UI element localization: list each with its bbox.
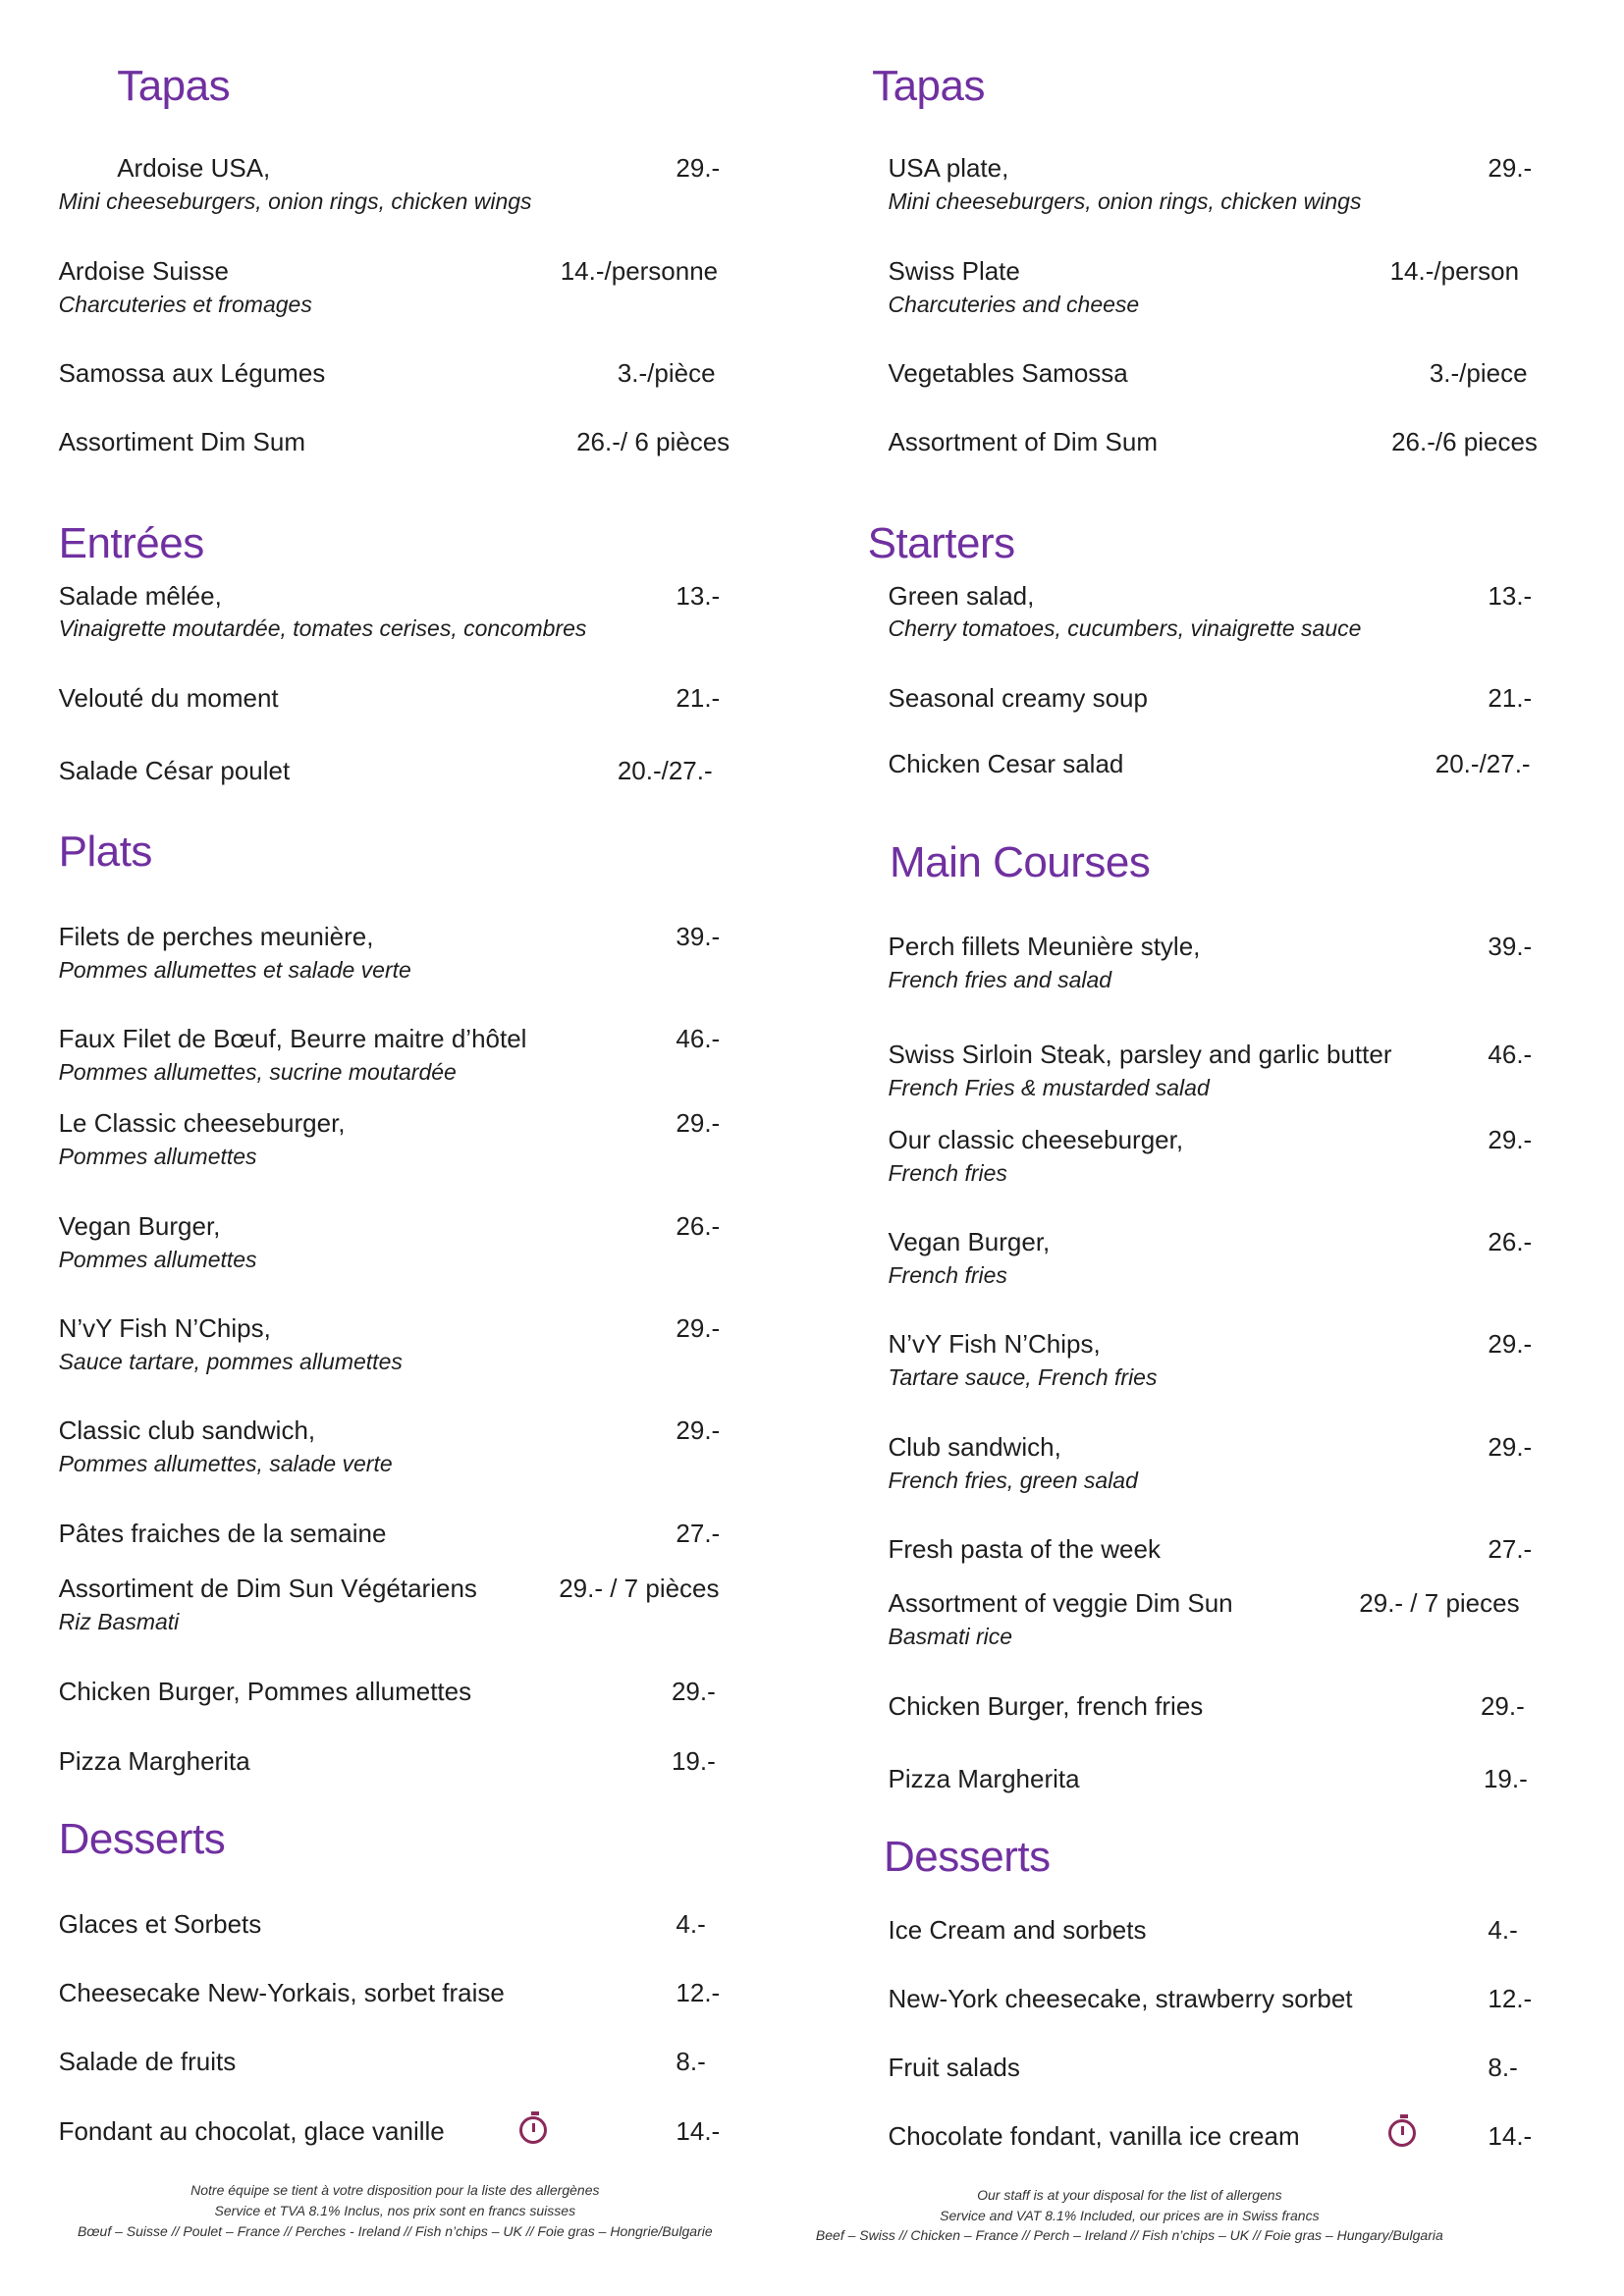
menu-item-description: French fries	[888, 1159, 1007, 1186]
menu-item-price: 29.-	[676, 1415, 721, 1446]
menu-item-name: Chocolate fondant, vanilla ice cream	[888, 2120, 1300, 2151]
section-title: Desserts	[884, 1833, 1051, 1882]
menu-item-price: 21.-	[1488, 682, 1533, 713]
menu-item-price: 29.-	[1488, 1431, 1533, 1462]
menu-item-description: Cherry tomatoes, cucumbers, vinaigrette sauce	[888, 615, 1362, 642]
menu-item-name: Cheesecake New-Yorkais, sorbet fraise	[58, 1977, 505, 2007]
menu-item-price: 14.-	[676, 2116, 721, 2147]
menu-item-description: Pommes allumettes	[58, 1246, 257, 1272]
menu-item-price: 26.-/6 pieces	[1391, 427, 1538, 457]
menu-item-name: USA plate,	[888, 153, 1009, 184]
footer-note: Notre équipe se tient à votre disposition pour la liste des allergènes	[190, 2182, 600, 2199]
menu-item-name: Seasonal creamy soup	[888, 682, 1148, 713]
menu-item-price: 39.-	[1488, 932, 1533, 962]
footer-note: Beef – Swiss // Chicken – France // Perch – Ireland // Fish n’chips – UK // Foie gras – Hungary/Bulgaria	[815, 2227, 1443, 2244]
menu-item-price: 27.-	[1488, 1534, 1533, 1565]
menu-item-price: 21.-	[676, 682, 721, 713]
menu-item-price: 4.-	[676, 1908, 706, 1939]
menu-item-name: Vegan Burger,	[888, 1227, 1051, 1257]
menu-item-price: 3.-/pièce	[617, 358, 716, 389]
menu-item-price: 13.-	[676, 580, 721, 611]
menu-item-price: 46.-	[1488, 1040, 1533, 1070]
timer-icon	[1388, 2119, 1416, 2147]
menu-item-description: Pommes allumettes, sucrine moutardée	[58, 1058, 457, 1085]
menu-item-description: Mini cheeseburgers, onion rings, chicken wings	[888, 188, 1362, 215]
menu-item-name: Our classic cheeseburger,	[888, 1124, 1184, 1154]
menu-item-name: Perch fillets Meunière style,	[888, 932, 1201, 962]
menu-item-name: Fresh pasta of the week	[888, 1534, 1161, 1565]
menu-item-name: Salade mêlée,	[58, 580, 222, 611]
section-title: Entrées	[58, 518, 204, 567]
menu-item-price: 26.-/ 6 pièces	[576, 427, 731, 457]
menu-item-name: Faux Filet de Bœuf, Beurre maitre d’hôtel	[58, 1024, 527, 1054]
menu-item-name: Pizza Margherita	[58, 1746, 250, 1777]
timer-icon	[519, 2116, 547, 2144]
footer-note: Our staff is at your disposal for the list of allergens	[977, 2186, 1282, 2203]
menu-item-name: Chicken Burger, Pommes allumettes	[58, 1676, 472, 1706]
menu-item-name: Samossa aux Légumes	[58, 358, 326, 389]
menu-item-name: Assortiment de Dim Sun Végétariens	[58, 1574, 477, 1604]
menu-item-price: 14.-/personne	[560, 255, 719, 286]
menu-item-name: Vegetables Samossa	[888, 358, 1128, 389]
menu-item-price: 4.-	[1488, 1914, 1518, 1945]
menu-item-description: Pommes allumettes	[58, 1144, 257, 1170]
menu-item-description: Vinaigrette moutardée, tomates cerises, concombres	[58, 615, 587, 642]
menu-item-name: N’vY Fish N’Chips,	[888, 1329, 1101, 1360]
menu-item-price: 13.-	[1488, 580, 1533, 611]
menu-item-name: Assortment of veggie Dim Sun	[888, 1588, 1233, 1619]
menu-item-price: 3.-/piece	[1429, 358, 1528, 389]
menu-item-name: Vegan Burger,	[58, 1210, 221, 1241]
menu-item-price: 12.-	[1488, 1983, 1533, 2013]
menu-item-price: 46.-	[676, 1024, 721, 1054]
menu-item-name: Velouté du moment	[58, 682, 279, 713]
menu-item-price: 29.-	[671, 1676, 716, 1706]
menu-item-name: Ardoise Suisse	[58, 255, 230, 286]
menu-item-name: Salade César poulet	[58, 756, 291, 786]
menu-item-name: Ardoise USA,	[117, 153, 271, 184]
menu-item-name: Fruit salads	[888, 2052, 1020, 2082]
menu-item-description: Pommes allumettes et salade verte	[58, 956, 411, 983]
menu-item-price: 8.-	[1488, 2052, 1518, 2082]
menu-item-description: French fries and salad	[888, 966, 1112, 992]
menu-item-price: 8.-	[676, 2046, 706, 2076]
menu-item-description: French fries, green salad	[888, 1467, 1138, 1493]
menu-item-price: 19.-	[671, 1746, 716, 1777]
menu-item-name: Swiss Sirloin Steak, parsley and garlic butter	[888, 1040, 1392, 1070]
menu-item-name: New-York cheesecake, strawberry sorbet	[888, 1983, 1353, 2013]
menu-item-description: Charcuteries et fromages	[58, 291, 312, 317]
menu-item-price: 29.-	[676, 1313, 721, 1344]
menu-item-name: Filets de perches meunière,	[58, 921, 374, 951]
section-title: Plats	[58, 828, 152, 877]
menu-item-name: N’vY Fish N’Chips,	[58, 1313, 271, 1344]
menu-item-name: Classic club sandwich,	[58, 1415, 316, 1446]
footer-note: Bœuf – Suisse // Poulet – France // Perches - Ireland // Fish n’chips – UK // Foie gras – Hongrie/Bulgarie	[78, 2222, 713, 2239]
menu-item-price: 29.- / 7 pieces	[1359, 1588, 1520, 1619]
menu-item-price: 29.-	[676, 153, 721, 184]
menu-item-price: 29.-	[676, 1108, 721, 1139]
menu-item-price: 20.-/27.-	[1435, 748, 1531, 778]
menu-item-price: 19.-	[1483, 1764, 1528, 1794]
menu-item-description: Basmati rice	[888, 1624, 1013, 1649]
menu-item-name: Glaces et Sorbets	[58, 1908, 262, 1939]
menu-item-description: Charcuteries and cheese	[888, 291, 1140, 317]
menu-item-name: Ice Cream and sorbets	[888, 1914, 1147, 1945]
menu-item-name: Assortment of Dim Sum	[888, 427, 1158, 457]
menu-item-price: 14.-/person	[1389, 255, 1520, 286]
menu-item-price: 26.-	[1488, 1227, 1533, 1257]
section-title: Starters	[867, 518, 1015, 567]
menu-item-name: Le Classic cheeseburger,	[58, 1108, 346, 1139]
menu-item-price: 14.-	[1488, 2120, 1533, 2151]
menu-item-description: French Fries & mustarded salad	[888, 1075, 1210, 1101]
menu-item-price: 27.-	[676, 1518, 721, 1548]
menu-item-description: Riz Basmati	[58, 1609, 180, 1635]
menu-item-price: 26.-	[676, 1210, 721, 1241]
section-title: Tapas	[117, 61, 231, 110]
menu-item-description: French fries	[888, 1261, 1007, 1288]
menu-item-price: 39.-	[676, 921, 721, 951]
menu-item-price: 29.-	[1480, 1690, 1525, 1721]
menu-item-price: 12.-	[676, 1977, 721, 2007]
menu-item-name: Pizza Margherita	[888, 1764, 1080, 1794]
menu-item-price: 29.-	[1488, 1329, 1533, 1360]
menu-item-name: Chicken Burger, french fries	[888, 1690, 1204, 1721]
menu-item-price: 29.- / 7 pièces	[559, 1574, 720, 1604]
menu-item-price: 29.-	[1488, 153, 1533, 184]
menu-item-name: Fondant au chocolat, glace vanille	[58, 2116, 445, 2147]
menu-item-description: Tartare sauce, French fries	[888, 1364, 1158, 1391]
menu-item-name: Salade de fruits	[58, 2046, 237, 2076]
section-title: Desserts	[58, 1815, 226, 1864]
menu-item-description: Sauce tartare, pommes allumettes	[58, 1348, 403, 1374]
menu-item-price: 20.-/27.-	[617, 756, 713, 786]
footer-note: Service and VAT 8.1% Included, our prices are in Swiss francs	[940, 2207, 1320, 2223]
menu-item-name: Pâtes fraiches de la semaine	[58, 1518, 387, 1548]
menu-item-name: Chicken Cesar salad	[888, 748, 1124, 778]
menu-item-name: Swiss Plate	[888, 255, 1020, 286]
menu-item-description: Mini cheeseburgers, onion rings, chicken wings	[58, 188, 532, 215]
section-title: Main Courses	[889, 837, 1151, 886]
menu-item-name: Assortiment Dim Sum	[58, 427, 305, 457]
section-title: Tapas	[872, 61, 985, 110]
menu-item-name: Green salad,	[888, 580, 1035, 611]
footer-note: Service et TVA 8.1% Inclus, nos prix sont en francs suisses	[214, 2203, 576, 2219]
menu-item-description: Pommes allumettes, salade verte	[58, 1451, 393, 1477]
menu-item-price: 29.-	[1488, 1124, 1533, 1154]
menu-item-name: Club sandwich,	[888, 1431, 1061, 1462]
